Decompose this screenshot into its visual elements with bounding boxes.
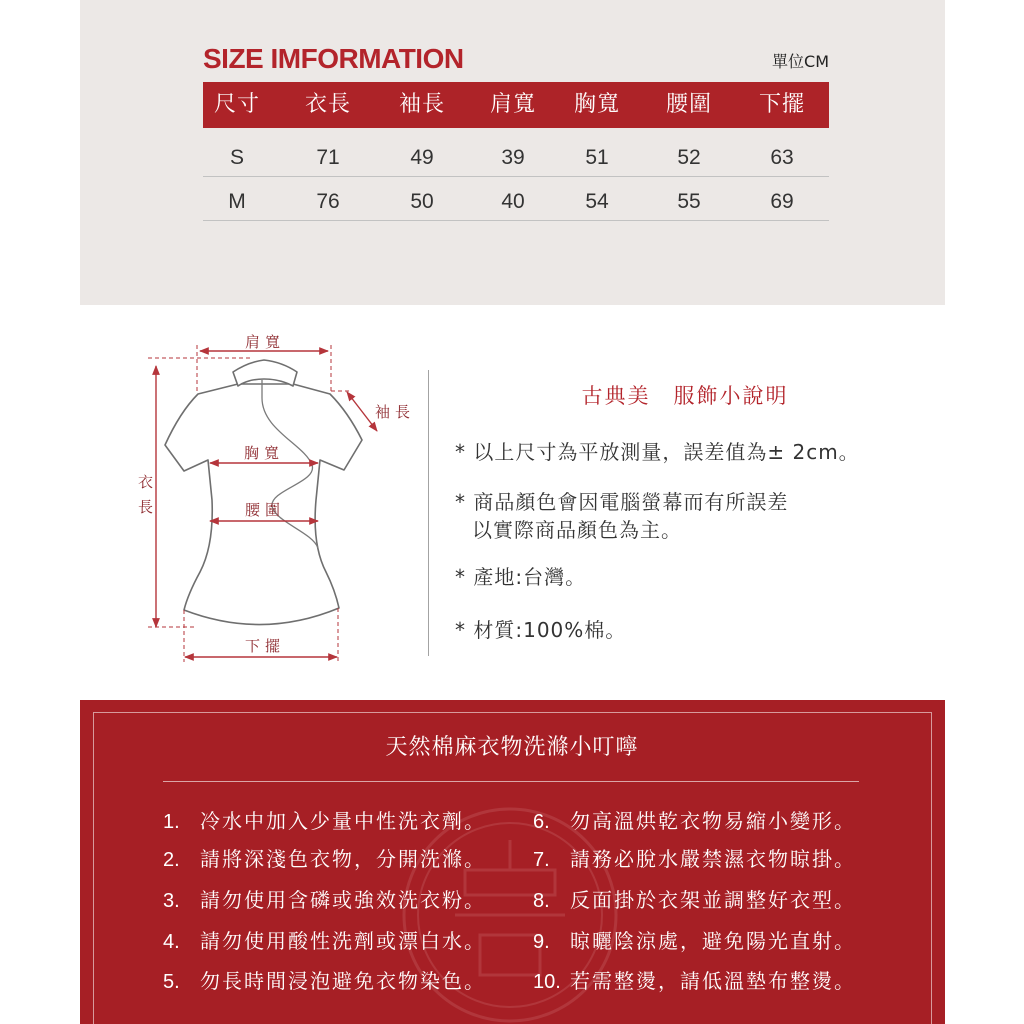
list-item-text: 晾曬陰涼處，避免陽光直射。 <box>570 929 856 953</box>
list-item-number: 2. <box>163 849 180 871</box>
care-title: 天然棉麻衣物洗滌小叮嚀 <box>385 735 639 760</box>
care-title-divider <box>163 781 859 782</box>
header-cell-hem: 下擺 <box>758 92 805 117</box>
list-item-number: 6. <box>533 811 550 833</box>
table-cell: 40 <box>501 190 525 213</box>
sleeve-length-label: 袖長 <box>374 403 415 421</box>
table-cell: 49 <box>410 146 434 169</box>
note-measurement: * 以上尺寸為平放測量，誤差值為± 2cm。 <box>455 440 860 464</box>
list-item-text: 勿高溫烘乾衣物易縮小變形。 <box>570 809 856 833</box>
list-item-text: 請勿使用酸性洗劑或漂白水。 <box>200 929 486 953</box>
table-cell: 55 <box>677 190 701 213</box>
list-item <box>163 887 486 913</box>
header-cell-length: 衣長 <box>304 92 351 117</box>
header-cell-waist: 腰圍 <box>665 92 712 117</box>
list-item-text: 請勿使用含磷或強效洗衣粉。 <box>200 888 486 912</box>
table-cell: 54 <box>585 190 609 213</box>
list-item-number: 8. <box>533 890 550 912</box>
notes-title: 古典美 服飾小說明 <box>581 384 789 408</box>
list-item-number: 5. <box>163 971 180 993</box>
table-cell: 76 <box>316 190 340 213</box>
header-cell-chest: 胸寬 <box>573 92 620 117</box>
list-item <box>533 808 856 834</box>
table-cell: 50 <box>410 190 434 213</box>
list-item-text: 冷水中加入少量中性洗衣劑。 <box>200 809 486 833</box>
row-divider <box>203 176 829 177</box>
table-cell: M <box>228 190 246 213</box>
list-item <box>163 846 486 872</box>
list-item-number: 1. <box>163 811 180 833</box>
list-item-number: 3. <box>163 890 180 912</box>
table-cell: S <box>229 146 244 169</box>
list-item-text: 若需整燙，請低溫墊布整燙。 <box>570 969 856 993</box>
list-item-text: 勿長時間浸泡避免衣物染色。 <box>200 969 486 993</box>
note-color-continued: 以實際商品顏色為主。 <box>472 518 682 542</box>
note-color: * 商品顏色會因電腦螢幕而有所誤差 <box>455 490 789 514</box>
garment-diagram <box>120 320 420 680</box>
list-item-text: 請將深淺色衣物，分開洗滌。 <box>200 847 486 871</box>
list-item <box>163 928 486 954</box>
table-cell: 52 <box>677 146 701 169</box>
size-info-title: SIZE IMFORMATION <box>203 43 464 74</box>
table-cell: 63 <box>770 146 794 169</box>
row-divider <box>203 220 829 221</box>
note-material: * 材質:100%棉。 <box>455 618 627 642</box>
table-cell: 39 <box>501 146 525 169</box>
list-item <box>163 968 486 994</box>
body-length-label: 衣長 <box>136 474 154 524</box>
list-item-text: 反面掛於衣架並調整好衣型。 <box>570 888 856 912</box>
list-item-text: 請務必脫水嚴禁濕衣物晾掛。 <box>570 847 856 871</box>
waist-label: 腰圍 <box>244 501 285 519</box>
section-divider <box>428 370 429 656</box>
list-item-number: 4. <box>163 931 180 953</box>
list-item <box>533 968 856 994</box>
list-item <box>533 846 856 872</box>
chest-width-label: 胸寬 <box>243 444 284 462</box>
list-item-number: 7. <box>533 849 550 871</box>
list-item <box>163 808 486 834</box>
table-cell: 71 <box>316 146 340 169</box>
list-item <box>533 928 856 954</box>
unit-label: 單位CM <box>772 52 829 71</box>
hem-label: 下擺 <box>244 637 285 655</box>
list-item-number: 9. <box>533 931 550 953</box>
list-item-number: 10. <box>533 971 561 993</box>
note-origin: * 產地:台灣。 <box>455 565 587 589</box>
header-cell-shoulder: 肩寬 <box>489 92 536 117</box>
shoulder-width-label: 肩寬 <box>244 333 285 351</box>
table-cell: 51 <box>585 146 609 169</box>
table-cell: 69 <box>770 190 794 213</box>
header-cell-sleeve: 袖長 <box>398 92 445 117</box>
list-item <box>533 887 856 913</box>
header-cell-size: 尺寸 <box>213 92 260 117</box>
garment-collar <box>233 360 297 386</box>
